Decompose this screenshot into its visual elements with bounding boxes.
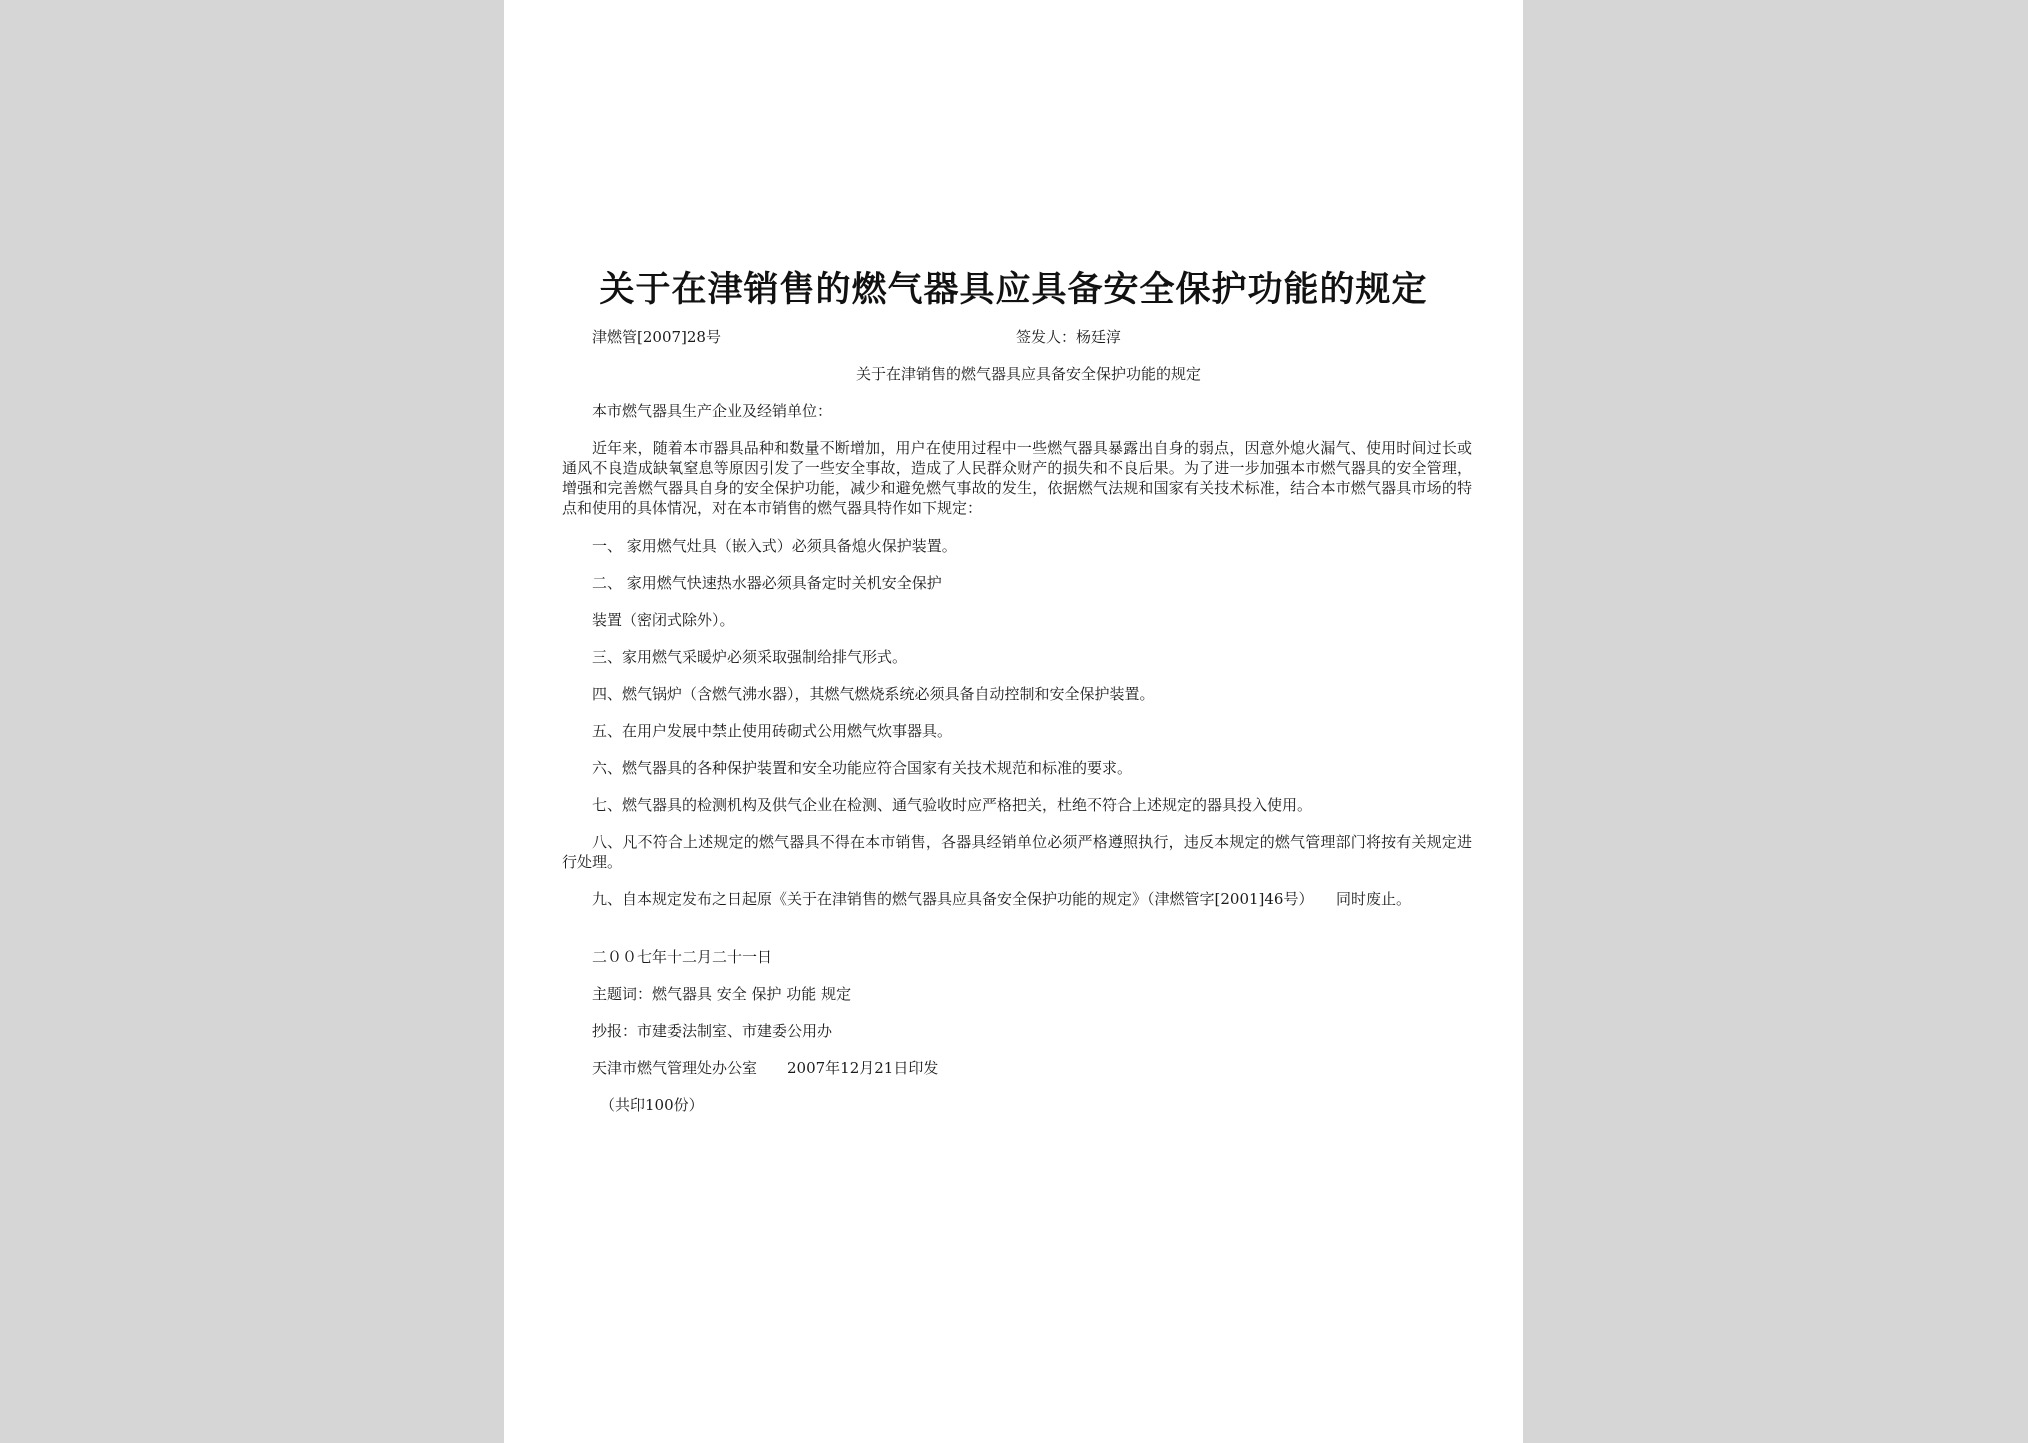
document-title: 关于在津销售的燃气器具应具备安全保护功能的规定 — [599, 270, 1428, 310]
document-number: 津燃管[2007]28号 — [592, 328, 721, 346]
issuer-line: 天津市燃气管理处办公室 2007年12月21日印发 — [592, 1059, 939, 1077]
list-item: 五、在用户发展中禁止使用砖砌式公用燃气炊事器具。 — [592, 722, 953, 740]
list-item: 七、燃气器具的检测机构及供气企业在检测、通气验收时应严格把关，杜绝不符合上述规定的器具投入使用。 — [592, 796, 1313, 814]
signer: 签发人：杨廷淳 — [1016, 328, 1122, 346]
keywords: 主题词：燃气器具 安全 保护 功能 规定 — [592, 985, 852, 1003]
list-item: 一、 家用燃气灶具（嵌入式）必须具备熄火保护装置。 — [592, 537, 957, 555]
list-item: 八、凡不符合上述规定的燃气器具不得在本市销售，各器具经销单位必须严格遵照执行，违反本规定的燃气管理部门将按有关规定进行处理。 — [562, 833, 1472, 871]
cc-list: 抄报：市建委法制室、市建委公用办 — [592, 1022, 833, 1040]
document-date: 二００七年十二月二十一日 — [592, 948, 773, 966]
list-item: 二、 家用燃气快速热水器必须具备定时关机安全保护 — [592, 574, 942, 592]
list-item-continuation: 装置（密闭式除外）。 — [592, 611, 735, 629]
list-item: 六、燃气器具的各种保护装置和安全功能应符合国家有关技术规范和标准的要求。 — [592, 759, 1133, 777]
copies-note: （共印100份） — [600, 1096, 704, 1114]
intro-paragraph: 近年来，随着本市器具品种和数量不断增加，用户在使用过程中一些燃气器具暴露出自身的弱点，因意外熄火漏气、使用时间过长或通风不良造成缺氧窒息等原因引发了一些安全事故，造成了人民群众财产的损失和不良后果。为了进一步加强本市燃气器具的安全管理，增强和完善燃气器具自身的安全保护功能，减少和避免燃气事故的发生，依据燃气法规和国家有关技术标准，结合本市燃气器具市场的特点和使用的具体情况，对在本市销售的燃气器具特作如下规定： — [562, 439, 1472, 517]
document-subtitle: 关于在津销售的燃气器具应具备安全保护功能的规定 — [855, 365, 1201, 383]
list-item: 九、自本规定发布之日起原《关于在津销售的燃气器具应具备安全保护功能的规定》（津燃管字[2001]46号） 同时废止。 — [592, 890, 1411, 908]
list-item: 三、家用燃气采暖炉必须采取强制给排气形式。 — [592, 648, 908, 666]
list-item: 四、燃气锅炉（含燃气沸水器），其燃气燃烧系统必须具备自动控制和安全保护装置。 — [592, 685, 1155, 703]
document-page — [504, 0, 1523, 1443]
salutation: 本市燃气器具生产企业及经销单位： — [592, 402, 833, 420]
